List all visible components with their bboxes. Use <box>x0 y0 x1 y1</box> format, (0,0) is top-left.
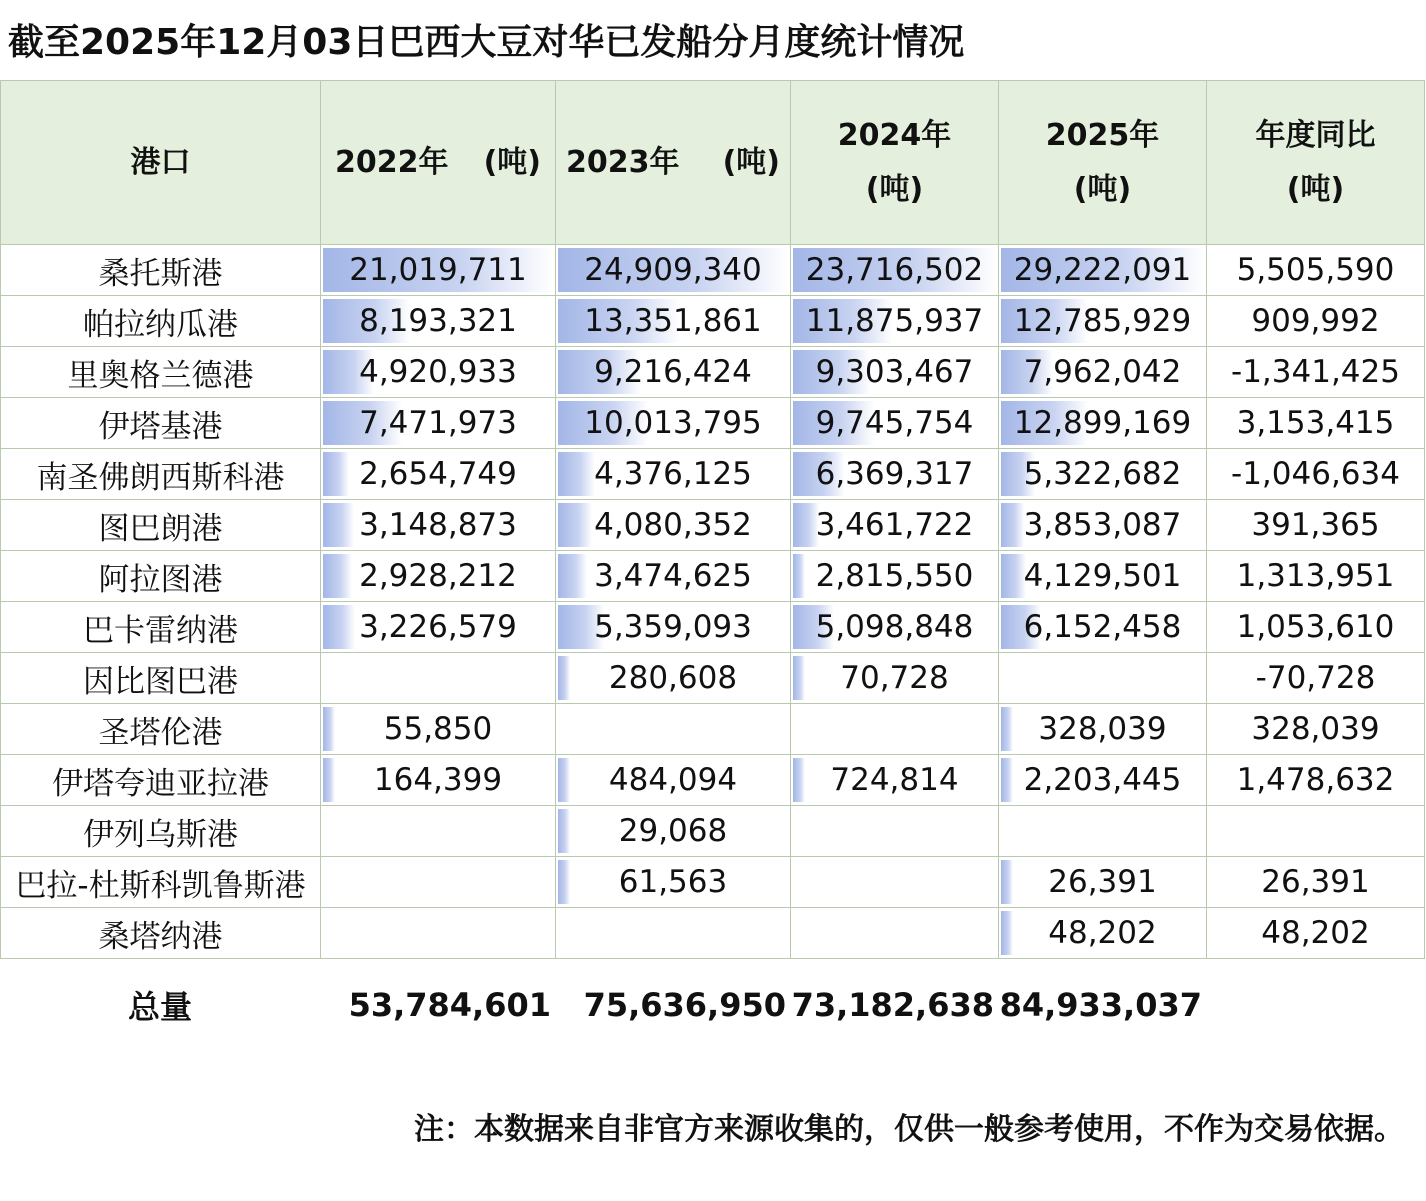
port-name-cell: 伊塔夸迪亚拉港 <box>1 755 321 806</box>
header-2025 <box>999 81 1207 245</box>
value-cell-2023 <box>556 398 791 449</box>
total-2022: 53,784,601 <box>348 986 551 1024</box>
value-cell-2025 <box>999 245 1207 296</box>
cell-value: 8,193,321 <box>359 303 517 339</box>
cell-value: 3,474,625 <box>594 558 752 594</box>
value-cell-2025 <box>999 857 1207 908</box>
page-title: 截至2025年12月03日巴西大豆对华已发船分月度统计情况 <box>8 22 965 63</box>
yoy-cell: -1,341,425 <box>1207 347 1425 398</box>
cell-value: 12,785,929 <box>1013 303 1192 339</box>
cell-value: 724,814 <box>830 762 959 798</box>
cell-value: 6,152,458 <box>1023 609 1182 645</box>
value-cell-2023 <box>556 755 791 806</box>
data-bar <box>1001 503 1024 547</box>
yoy-cell: -70,728 <box>1207 653 1425 704</box>
value-cell-2023 <box>556 500 791 551</box>
cell-value: 29,222,091 <box>1013 252 1192 288</box>
table-row <box>1 755 1425 806</box>
cell-value: 10,013,795 <box>584 405 762 441</box>
table-row <box>1 296 1425 347</box>
table-row <box>1 602 1425 653</box>
cell-value: 4,920,933 <box>359 354 517 390</box>
cell-value: 26,391 <box>1048 864 1157 900</box>
table-row <box>1 500 1425 551</box>
cell-value: 328,039 <box>1038 711 1167 747</box>
data-bar <box>558 452 595 496</box>
value-cell-2022 <box>321 245 556 296</box>
port-name-cell: 阿拉图港 <box>1 551 321 602</box>
value-cell-2025 <box>999 551 1207 602</box>
table-row <box>1 704 1425 755</box>
value-cell-2022 <box>321 398 556 449</box>
cell-value: 280,608 <box>608 660 738 696</box>
value-cell-2025 <box>999 704 1207 755</box>
data-bar <box>1001 554 1026 598</box>
port-name-cell: 圣塔伦港 <box>1 704 321 755</box>
header-2022-year: 2022年 <box>335 144 449 180</box>
header-2023-year: 2023年 <box>566 144 680 180</box>
value-cell-2022 <box>321 296 556 347</box>
header-2022 <box>321 81 556 245</box>
value-cell-2024 <box>791 806 999 857</box>
cell-value: 29,068 <box>618 813 728 849</box>
cell-value: 9,303,467 <box>815 354 974 390</box>
cell-value: 11,875,937 <box>805 303 984 339</box>
table-row <box>1 398 1425 449</box>
value-cell-2022 <box>321 806 556 857</box>
value-cell-2025 <box>999 296 1207 347</box>
table-row <box>1 347 1425 398</box>
value-cell-2025 <box>999 347 1207 398</box>
value-cell-2023 <box>556 449 791 500</box>
value-cell-2023 <box>556 653 791 704</box>
value-cell-2023 <box>556 602 791 653</box>
data-bar <box>323 554 352 598</box>
header-2023 <box>556 81 791 245</box>
value-cell-2022 <box>321 500 556 551</box>
cell-value: 5,098,848 <box>815 609 974 645</box>
value-cell-2025 <box>999 806 1207 857</box>
yoy-cell: 1,478,632 <box>1207 755 1425 806</box>
port-name-cell: 桑塔纳港 <box>1 908 321 959</box>
cell-value: 4,376,125 <box>594 456 752 492</box>
value-cell-2024 <box>791 500 999 551</box>
cell-value: 9,216,424 <box>594 354 752 390</box>
cell-value: 24,909,340 <box>584 252 762 288</box>
yoy-cell: 3,153,415 <box>1207 398 1425 449</box>
value-cell-2025 <box>999 449 1207 500</box>
value-cell-2023 <box>556 908 791 959</box>
data-bar <box>558 758 570 802</box>
cell-value: 13,351,861 <box>584 303 762 339</box>
value-cell-2025 <box>999 653 1207 704</box>
cell-value: 21,019,711 <box>349 252 527 288</box>
value-cell-2024 <box>791 245 999 296</box>
port-name-cell: 帕拉纳瓜港 <box>1 296 321 347</box>
value-cell-2023 <box>556 704 791 755</box>
header-2024-unit: (吨) <box>865 171 924 207</box>
cell-value: 70,728 <box>840 660 949 696</box>
header-2022-unit: (吨) <box>483 144 541 180</box>
data-bar <box>793 554 805 598</box>
totals-label: 总量 <box>127 988 192 1026</box>
total-yoy <box>1206 978 1424 1032</box>
header-yoy-unit: (吨) <box>1286 171 1345 207</box>
value-cell-2023 <box>556 857 791 908</box>
cell-value: 3,148,873 <box>359 507 517 543</box>
yoy-cell: 391,365 <box>1207 500 1425 551</box>
data-bar <box>323 758 335 802</box>
value-cell-2023 <box>556 296 791 347</box>
cell-value: 7,962,042 <box>1023 354 1182 390</box>
table-header-row <box>1 81 1425 245</box>
cell-value: 5,322,682 <box>1023 456 1182 492</box>
value-cell-2024 <box>791 449 999 500</box>
cell-value: 4,129,501 <box>1023 558 1182 594</box>
port-name-cell: 伊塔基港 <box>1 398 321 449</box>
total-2025: 84,933,037 <box>999 986 1202 1024</box>
header-yoy-label: 年度同比 <box>1255 117 1376 153</box>
value-cell-2023 <box>556 806 791 857</box>
yoy-cell: 48,202 <box>1207 908 1425 959</box>
port-name-cell: 图巴朗港 <box>1 500 321 551</box>
header-2025-unit: (吨) <box>1073 171 1132 207</box>
yoy-cell: 909,992 <box>1207 296 1425 347</box>
data-bar <box>793 758 805 802</box>
value-cell-2022 <box>321 551 556 602</box>
header-2024 <box>791 81 999 245</box>
data-bar <box>558 554 587 598</box>
port-name-cell: 里奥格兰德港 <box>1 347 321 398</box>
data-bar <box>1001 860 1013 904</box>
port-name-cell: 巴卡雷纳港 <box>1 602 321 653</box>
data-bar <box>793 656 805 700</box>
port-name-cell: 伊列乌斯港 <box>1 806 321 857</box>
value-cell-2022 <box>321 347 556 398</box>
data-bar <box>558 809 570 853</box>
cell-value: 3,226,579 <box>359 609 517 645</box>
value-cell-2024 <box>791 704 999 755</box>
port-name-cell: 南圣佛朗西斯科港 <box>1 449 321 500</box>
header-2024-year: 2024年 <box>837 117 952 153</box>
port-name-cell: 因比图巴港 <box>1 653 321 704</box>
value-cell-2025 <box>999 398 1207 449</box>
table-row <box>1 857 1425 908</box>
data-bar <box>323 503 354 547</box>
yoy-cell <box>1207 806 1425 857</box>
value-cell-2025 <box>999 755 1207 806</box>
value-cell-2022 <box>321 908 556 959</box>
data-bar <box>1001 911 1013 955</box>
port-name-cell: 桑托斯港 <box>1 245 321 296</box>
data-bar <box>323 605 355 649</box>
table-row <box>1 245 1425 296</box>
yoy-cell: -1,046,634 <box>1207 449 1425 500</box>
cell-value: 12,899,169 <box>1013 405 1192 441</box>
header-port: 港口 <box>1 81 321 245</box>
value-cell-2022 <box>321 653 556 704</box>
cell-value: 2,928,212 <box>359 558 517 594</box>
value-cell-2022 <box>321 449 556 500</box>
cell-value: 484,094 <box>608 762 738 798</box>
value-cell-2025 <box>999 500 1207 551</box>
yoy-cell: 1,313,951 <box>1207 551 1425 602</box>
totals-row <box>0 978 1424 1032</box>
cell-value: 2,815,550 <box>815 558 974 594</box>
value-cell-2023 <box>556 551 791 602</box>
value-cell-2024 <box>791 908 999 959</box>
value-cell-2023 <box>556 245 791 296</box>
cell-value: 5,359,093 <box>594 609 752 645</box>
data-bar <box>1001 758 1013 802</box>
table-row <box>1 806 1425 857</box>
cell-value: 55,850 <box>383 711 493 747</box>
port-shipment-table <box>0 80 1425 959</box>
cell-value: 2,203,445 <box>1023 762 1182 798</box>
cell-value: 3,461,722 <box>815 507 974 543</box>
value-cell-2025 <box>999 602 1207 653</box>
value-cell-2024 <box>791 398 999 449</box>
yoy-cell: 26,391 <box>1207 857 1425 908</box>
data-bar <box>558 503 592 547</box>
table-row <box>1 653 1425 704</box>
cell-value: 6,369,317 <box>815 456 974 492</box>
value-cell-2024 <box>791 653 999 704</box>
value-cell-2024 <box>791 347 999 398</box>
header-yoy <box>1207 81 1425 245</box>
data-bar <box>558 860 570 904</box>
yoy-cell: 1,053,610 <box>1207 602 1425 653</box>
cell-value: 7,471,973 <box>359 405 517 441</box>
value-cell-2025 <box>999 908 1207 959</box>
cell-value: 23,716,502 <box>805 252 984 288</box>
value-cell-2024 <box>791 296 999 347</box>
table-row <box>1 908 1425 959</box>
yoy-cell: 328,039 <box>1207 704 1425 755</box>
table-row <box>1 551 1425 602</box>
total-2023: 75,636,950 <box>583 986 786 1024</box>
table-body <box>1 245 1425 959</box>
cell-value: 4,080,352 <box>594 507 752 543</box>
disclaimer-note: 注：本数据来自非官方来源收集的，仅供一般参考使用，不作为交易依据。 <box>414 1112 1404 1147</box>
value-cell-2022 <box>321 857 556 908</box>
cell-value: 164,399 <box>373 762 503 798</box>
value-cell-2024 <box>791 755 999 806</box>
value-cell-2024 <box>791 551 999 602</box>
cell-value: 9,745,754 <box>815 405 974 441</box>
data-bar <box>558 656 570 700</box>
table-row <box>1 449 1425 500</box>
value-cell-2023 <box>556 347 791 398</box>
header-2023-unit: (吨) <box>722 144 780 180</box>
port-name-cell: 巴拉-杜斯科凯鲁斯港 <box>1 857 321 908</box>
value-cell-2024 <box>791 857 999 908</box>
cell-value: 2,654,749 <box>359 456 517 492</box>
yoy-cell: 5,505,590 <box>1207 245 1425 296</box>
total-2024: 73,182,638 <box>791 986 994 1024</box>
value-cell-2024 <box>791 602 999 653</box>
data-bar <box>323 452 349 496</box>
cell-value: 61,563 <box>618 864 728 900</box>
cell-value: 48,202 <box>1048 915 1157 951</box>
value-cell-2022 <box>321 755 556 806</box>
value-cell-2022 <box>321 704 556 755</box>
header-2025-year: 2025年 <box>1045 117 1160 153</box>
data-bar <box>1001 707 1013 751</box>
cell-value: 3,853,087 <box>1023 507 1182 543</box>
value-cell-2022 <box>321 602 556 653</box>
data-bar <box>323 707 335 751</box>
